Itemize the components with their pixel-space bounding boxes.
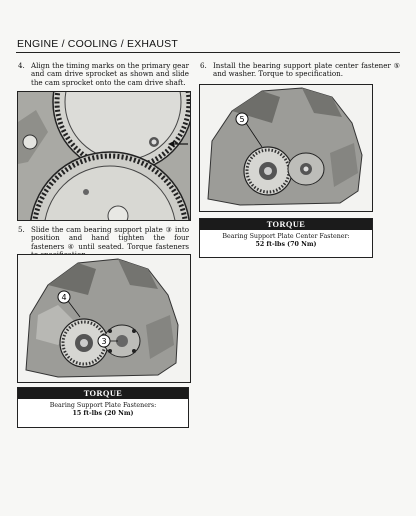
torque-spec (200, 230, 372, 248)
torque-value: 15 ft-lbs (20 Nm) (72, 409, 134, 417)
callout-3: 3 (101, 337, 107, 346)
torque-spec (18, 399, 188, 417)
step-text: Align the timing marks on the primary gear and cam drive sprocket as shown and slide the cam sprocket onto the cam drive shaft. (31, 61, 189, 87)
gear-illustration (18, 92, 190, 220)
step-number: 6. (200, 61, 207, 70)
torque-value: 52 ft-lbs (70 Nm) (255, 240, 317, 248)
step-number: 4. (18, 61, 25, 70)
callout-4: 4 (61, 293, 67, 302)
torque-label: Bearing Support Plate Fasteners: (49, 402, 157, 409)
step-4 (18, 62, 190, 92)
step-6 (200, 62, 400, 82)
step-number: 5. (18, 225, 25, 234)
torque-label: Bearing Support Plate Center Fastener: (222, 233, 350, 240)
step-text: Slide the cam bearing support plate ③ into position and hand tighten the four fasteners ④ until seated. Torque fasteners (31, 225, 189, 251)
header-rule (16, 52, 400, 53)
step-5 (18, 226, 190, 256)
engine-photo-fasteners (17, 254, 191, 383)
step-text: Install the bearing support plate center fastener ⑤ and washer. Torque to specification. (213, 61, 400, 79)
engine-photo-center-fastener (199, 84, 373, 212)
callout-5: 5 (239, 115, 245, 124)
section-title: ENGINE / COOLING / EXHAUST (17, 38, 178, 50)
torque-heading: TORQUE (18, 388, 188, 399)
engine-illustration-2 (200, 85, 372, 211)
torque-box-fasteners (17, 387, 189, 428)
engine-illustration-1 (18, 255, 190, 382)
torque-box-center-fastener (199, 218, 373, 258)
torque-heading: TORQUE (200, 219, 372, 230)
gear-photo (17, 91, 191, 221)
